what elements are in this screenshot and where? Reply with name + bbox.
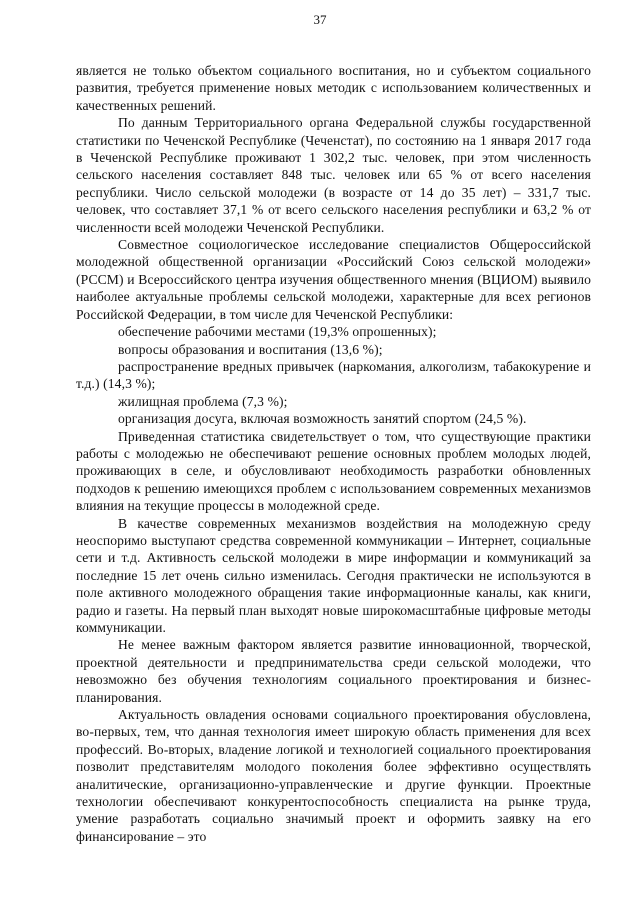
list-item-employment: обеспечение рабочими местами (19,3% опрошенных); [118, 324, 437, 340]
list-item-bad-habits: распространение вредных привычек (наркомания, алкоголизм, табакокурение и т.д.) (14,3 %); [76, 358, 591, 392]
paragraph-sociological-study: Совместное социологическое исследование специалистов Общероссийской молодежной общественной организации «Российский Союз сельской молодежи» (РССМ) и Всероссийского центра изучения общественного мнения (ВЦИОМ) выявило наиболее актуальные проблемы сельской молодежи, характерные для всех регионов Российской Федерации, в том числе для Чеченской Республики: [76, 237, 591, 322]
paragraph-innovation-factor: Не менее важным фактором является развитие инновационной, творческой, проектной деятельности и предпринимательства среди сельской молодежи, что невозможно без обучения технологиям социального проектирования и бизнес-планирования. [76, 637, 591, 705]
paragraph-statistics-conclusion: Приведенная статистика свидетельствует о том, что существующие практики работы с молодежью не обеспечивают решение основных проблем молодых людей, проживающих в селе, и обусловливают необходимость разработки обновленных подходов к решению имеющихся проблем с использованием современных механизмов влияния на текущие процессы в молодежной среде. [76, 428, 591, 514]
paragraph-population-statistics: По данным Территориального органа Федеральной службы государственной статистики по Чеченской Республике (Чеченстат), по состоянию на 1 января 2017 года в Чеченской Республике проживают 1 302,2 тыс. человек, при этом численность сельского населения составляет 848 тыс. человек или 65 % от всего населения республики. Число сельской молодежи (в возрасте от 14 до 35 лет) – 331,7 тыс. человек, что составляет 37,1 % от всего сельского населения республики и 63,2 % от численности всей молодежи Чеченской Республики. [76, 115, 591, 235]
list-item-housing: жилищная проблема (7,3 %); [118, 393, 288, 409]
paragraph-continuation: является не только объектом социального воспитания, но и субъектом социального развития, требуется применение новых методик с использованием количественных и качественных решений. [76, 63, 591, 113]
document-body [76, 62, 591, 845]
list-item-leisure: организация досуга, включая возможность занятий спортом (24,5 %). [118, 411, 527, 427]
page-number: 37 [313, 12, 327, 27]
paragraph-communication-mechanisms: В качестве современных механизмов воздействия на молодежную среду неоспоримо выступают средства современной коммуникации – Интернет, социальные сети и т.д. Активность сельской молодежи в мире информации и коммуникаций за последние 15 лет очень сильно изменилась. Сегодня практически не используются в поле активного молодежного обращения такие информационные каналы, как книги, радио и газеты. На первый план выходят новые широкомасштабные цифровые методы коммуникации. [76, 515, 591, 635]
list-item-education: вопросы образования и воспитания (13,6 %); [118, 341, 383, 357]
paragraph-project-relevance: Актуальность овладения основами социального проектирования обусловлена, во-первых, тем, что данная технология имеет широкую область применения для всех профессий. Во-вторых, владение логикой и технологией социального проектирования позволит представителям молодого поколения более эффективно осуществлять аналитические, организационно-управленческие и другие функции. Проектные технологии обеспечивают конкурентоспособность специалиста на рынке труда, умение разработать социально значимый проект и оформить заявку на его финансирование – это [76, 707, 591, 844]
